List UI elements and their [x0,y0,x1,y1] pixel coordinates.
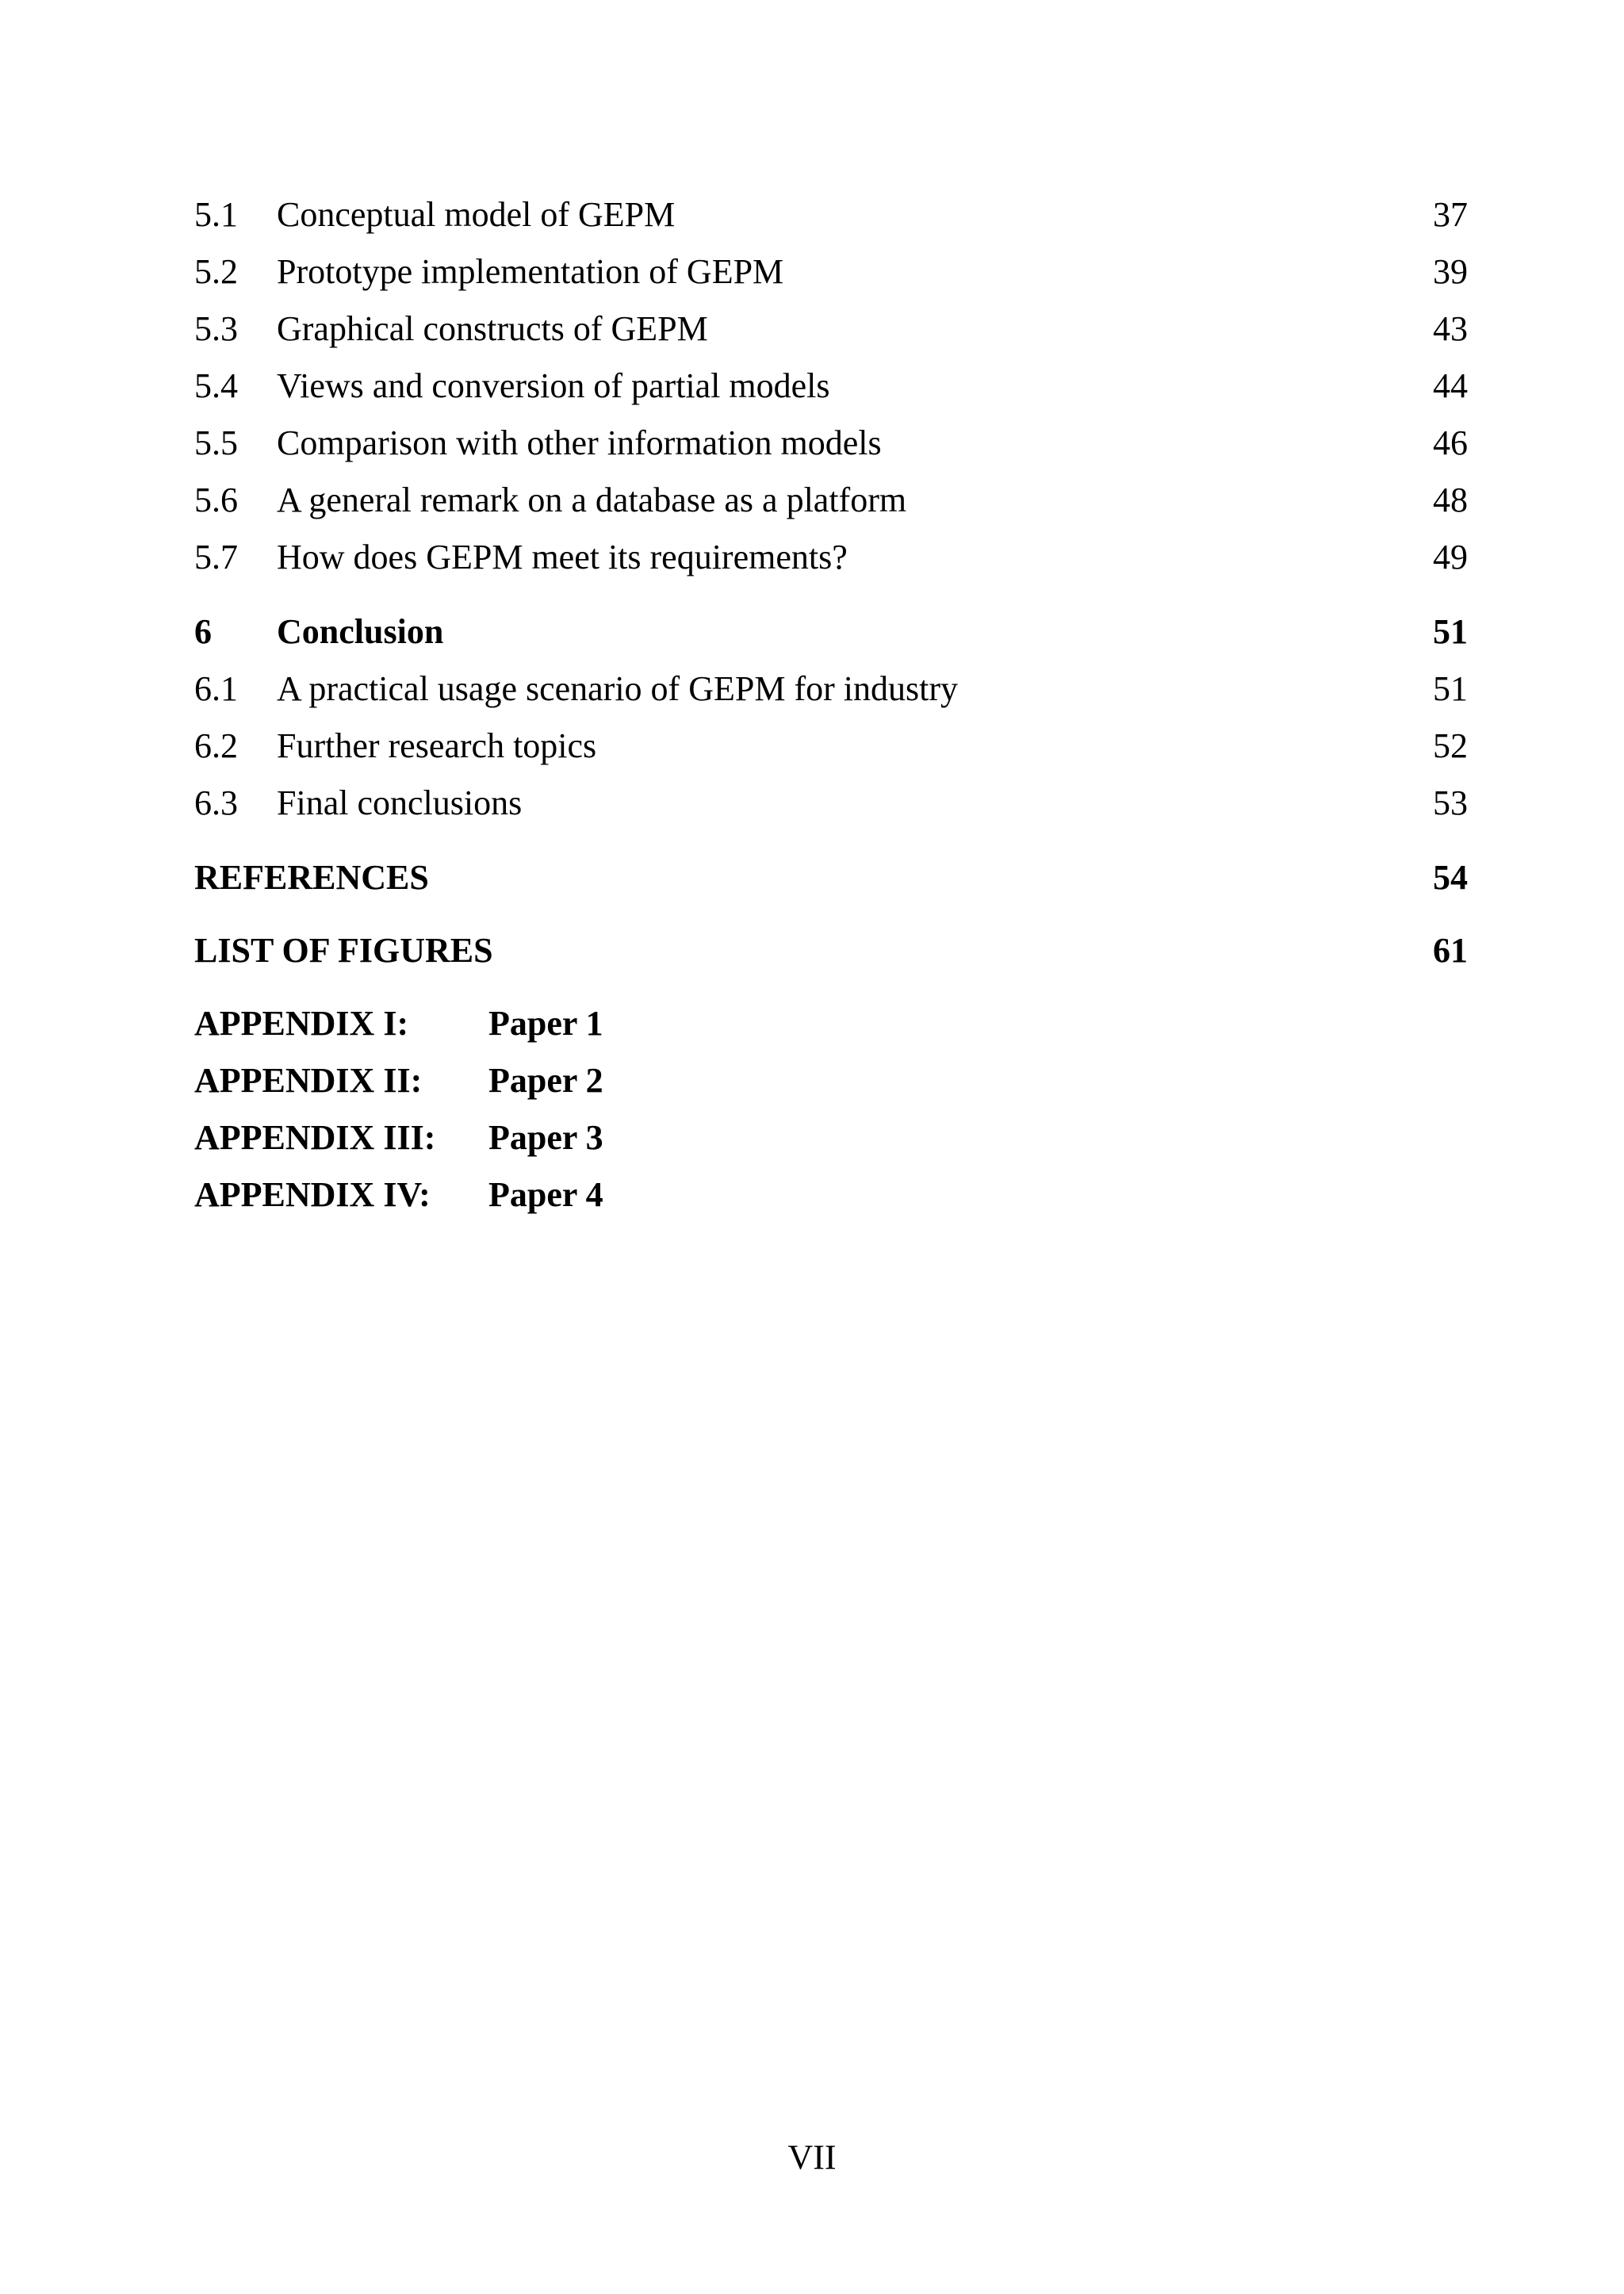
toc-entry-number: 5.2 [194,252,238,291]
toc-entry-number: 5.7 [194,538,238,576]
toc-entry-page: 37 [1433,195,1468,234]
toc-entry-number: 5.3 [194,309,238,348]
toc-entry-number: 6.1 [194,669,238,708]
toc-entry-5-7 [194,529,1468,586]
toc-appendix-label: APPENDIX IV: [194,1175,431,1214]
toc-entry-page: 53 [1433,783,1468,822]
toc-appendix-title: Paper 4 [488,1175,603,1214]
toc-appendix-2 [194,1052,1468,1109]
toc-entry-page: 51 [1433,669,1468,708]
toc-entry-number: 5.4 [194,366,238,405]
toc-entry-title: Graphical constructs of GEPM [277,309,708,348]
toc-entry-6-1 [194,661,1468,718]
toc-entry-number: 5.5 [194,423,238,462]
toc-list-of-figures-page: 61 [1433,931,1468,970]
toc-entry-title: Views and conversion of partial models [277,366,830,405]
toc-entry-title: Comparison with other information models [277,423,882,462]
toc-entry-title: A general remark on a database as a platform [277,481,907,519]
toc-entry-6-3 [194,775,1468,832]
toc-references [194,849,1468,906]
toc-entry-number: 6.3 [194,783,238,822]
toc-entry-6-2 [194,718,1468,775]
toc-entry-number: 5.6 [194,481,238,519]
toc-entry-page: 52 [1433,726,1468,765]
toc-entry-title: Further research topics [277,726,597,765]
toc-appendix-1 [194,995,1468,1052]
toc-entry-5-5 [194,415,1468,472]
toc-entry-5-4 [194,358,1468,415]
toc-appendix-label: APPENDIX I: [194,1004,409,1043]
toc-entry-5-2 [194,243,1468,301]
toc-chapter-page: 51 [1433,612,1468,651]
toc-entry-title: Final conclusions [277,783,523,822]
toc-references-title: REFERENCES [194,858,429,897]
toc-appendix-4 [194,1166,1468,1224]
toc-list-of-figures [194,922,1468,979]
toc-chapter-6 [194,603,1468,661]
toc-entry-title: Prototype implementation of GEPM [277,252,784,291]
toc-appendix-title: Paper 3 [488,1118,603,1157]
toc-appendix-title: Paper 2 [488,1061,603,1100]
toc-appendix-3 [194,1109,1468,1166]
toc-entry-page: 44 [1433,366,1468,405]
toc-entry-page: 49 [1433,538,1468,576]
toc-entry-5-3 [194,301,1468,358]
toc-entry-5-1 [194,186,1468,243]
page-number: VII [787,2138,837,2177]
toc-entry-page: 39 [1433,252,1468,291]
toc-appendix-title: Paper 1 [488,1004,603,1043]
toc-references-page: 54 [1433,858,1468,897]
table-of-contents [194,186,1468,1224]
toc-entry-number: 5.1 [194,195,238,234]
toc-entry-page: 46 [1433,423,1468,462]
toc-chapter-number: 6 [194,612,212,651]
toc-entry-5-6 [194,472,1468,529]
toc-entry-page: 43 [1433,309,1468,348]
toc-entry-page: 48 [1433,481,1468,519]
toc-entry-number: 6.2 [194,726,238,765]
toc-appendix-label: APPENDIX III: [194,1118,436,1157]
toc-list-of-figures-title: LIST OF FIGURES [194,931,493,970]
toc-appendix-label: APPENDIX II: [194,1061,423,1100]
toc-entry-title: How does GEPM meet its requirements? [277,538,848,576]
toc-entry-title: Conceptual model of GEPM [277,195,676,234]
toc-entry-title: A practical usage scenario of GEPM for industry [277,669,958,708]
toc-chapter-title: Conclusion [277,612,444,651]
